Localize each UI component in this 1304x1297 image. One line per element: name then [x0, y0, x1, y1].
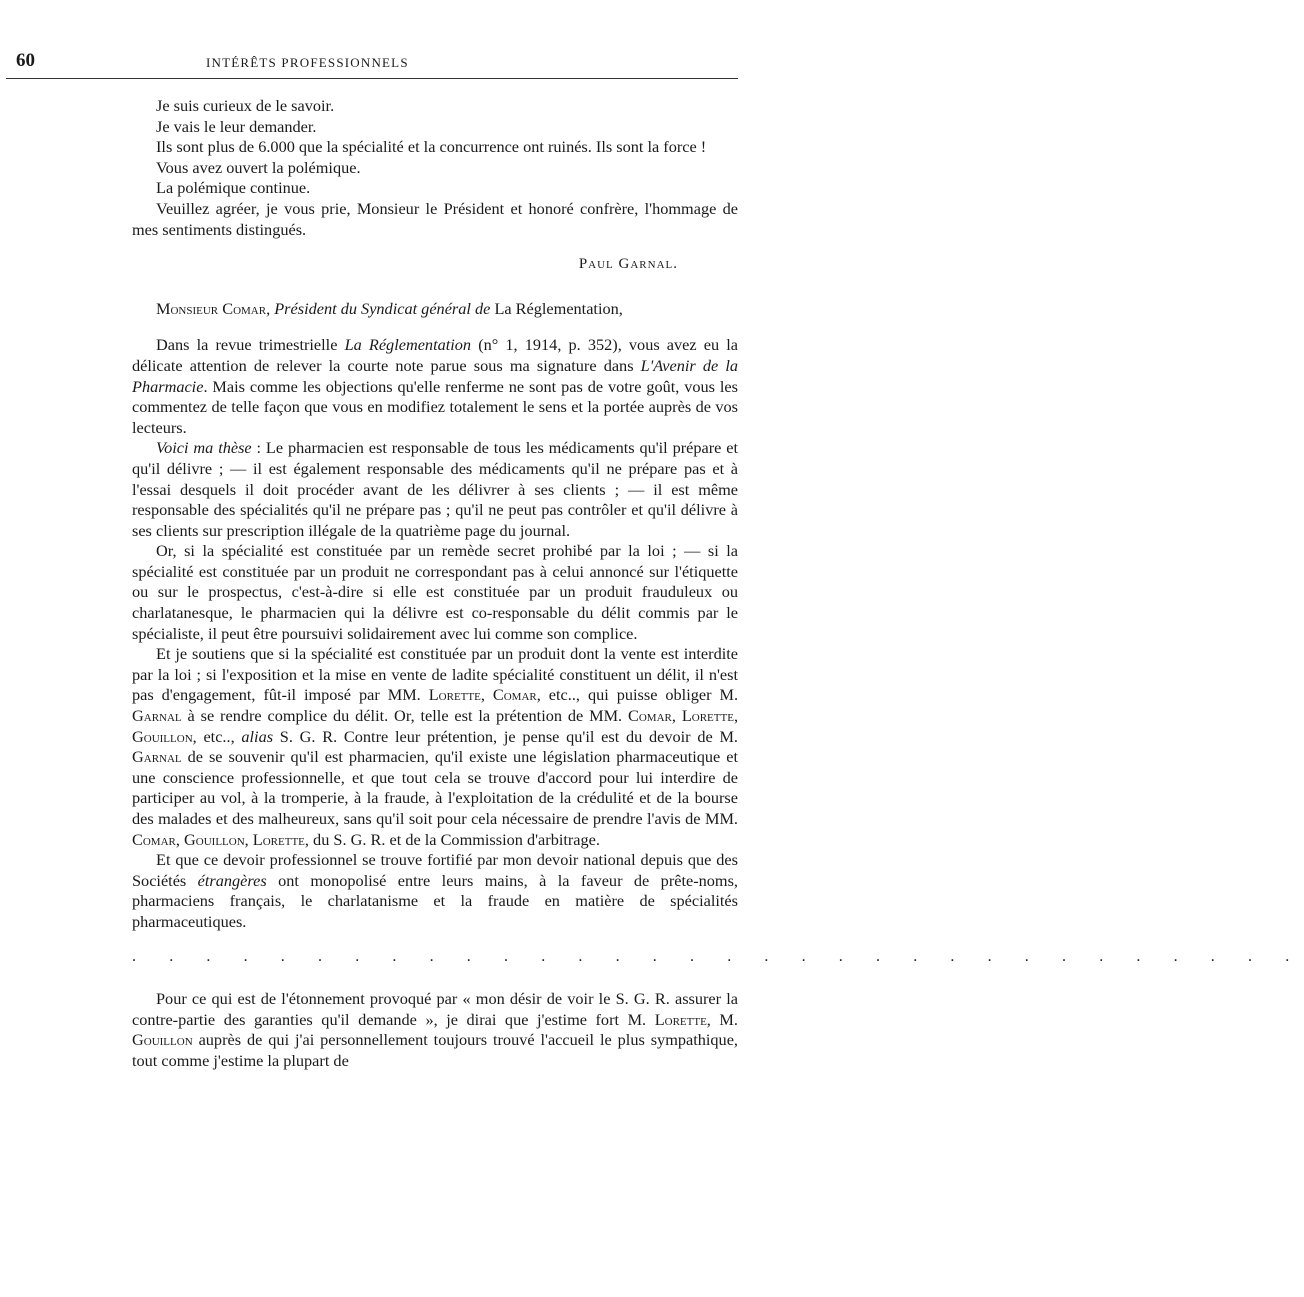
reply-paragraph	[132, 438, 738, 541]
person-name: Garnal	[132, 747, 182, 767]
reply-paragraph	[132, 850, 738, 932]
paragraph-text: ,	[671, 706, 682, 726]
letter-line: Vous avez ouvert la polémique.	[156, 157, 361, 177]
letter-closing: Veuillez agréer, je vous prie, Monsieur le Président et honoré confrère, l'hommage de mes sentiments distingués.	[132, 198, 738, 239]
person-name: Gouillon	[184, 829, 245, 849]
address-organisation: La Réglementation,	[494, 298, 623, 318]
running-header	[6, 44, 738, 79]
letter-line: Je vais le leur demander.	[156, 116, 317, 136]
italic-text: étrangères	[197, 870, 267, 890]
italic-text: alias	[241, 726, 274, 746]
person-name: Gouillon	[132, 1030, 193, 1050]
letter-signature: Paul Garnal.	[578, 256, 678, 273]
reply-address	[132, 299, 738, 320]
paragraph-text: (n° 1, 1914, p. 352), vous avez eu la délicate attention de relever la courte note parue sous ma signature dans	[132, 335, 738, 375]
paragraph-text: ,	[244, 829, 253, 849]
person-name: Lorette	[654, 1009, 707, 1029]
paragraph-text: ,	[480, 685, 493, 705]
paragraph-text: de se souvenir qu'il est pharmacien, qu'il existe une législation pharmaceutique et une conscience professionnelle, et que tout cela se trouve d'accord pour lui interdire de participer au vol, à la tromperie, à la fraude, à l'exploitation de la crédulité et de la bourse des malades et des malheureux, sans qu'il soit pour cela nécessaire de prendre l'avis de MM.	[132, 747, 738, 828]
paragraph-text: Pour ce qui est de l'étonnement provoqué par « mon désir de voir le S. G. R. assurer la contre-partie des garanties qu'il demande », je dirai que j'estime fort M.	[132, 989, 738, 1029]
reply-paragraph	[132, 335, 738, 438]
paragraph-text: ont monopolisé entre leurs mains, à la faveur de prête-noms, pharmaciens français, le charlatanisme et la fraude en matière de spécialités pharmaceutiques.	[132, 870, 738, 931]
body-text	[132, 96, 1304, 1072]
letter-line: La polémique continue.	[156, 178, 311, 198]
person-name: Comar	[492, 685, 537, 705]
letter-line: Ils sont plus de 6.000 que la spécialité et la concurrence ont ruinés. Ils sont la force !	[156, 137, 707, 157]
reply-paragraph	[132, 541, 738, 644]
running-title: INTÉRÊTS PROFESSIONNELS	[206, 55, 409, 70]
person-name: Comar	[628, 706, 672, 726]
paragraph-text: Et que ce devoir professionnel se trouve fortifié par mon devoir national depuis que des Sociétés	[132, 850, 738, 890]
paragraph-text: ,	[175, 829, 185, 849]
document-page	[16, 44, 1304, 1072]
person-name: Comar	[132, 829, 176, 849]
paragraph-text: auprès de qui j'ai personnellement toujours trouvé l'accueil le plus sympathique, tout comme j'estime la plupart de	[132, 1030, 738, 1070]
paragraph-text: Or, si la spécialité est constituée par un remède secret prohibé par la loi ; — si la spécialité est constituée par un produit ne correspondant pas à celui annoncé sur l'étiquette ou sur le prospectus, c'est-à-dire si elle est constituée par un produit frauduleux ou charlatanesque, le pharmacien qui la délivre est co-responsable du délit commis par le spécialiste, il peut être poursuivi solidairement avec lui comme son complice.	[132, 541, 738, 643]
italic-text: La Réglementation	[344, 335, 472, 355]
person-name: Gouillon	[132, 726, 193, 746]
paragraph-text: à se rendre complice du délit. Or, telle est la prétention de MM.	[181, 706, 628, 726]
paragraph-text: : Le pharmacien est responsable de tous les médicaments qu'il prépare et qu'il délivre ; — il est également responsable des médicaments qu'il ne prépare pas et à l'essai desquels il doit procéder avant de les délivrer à ses clients ; — il est même responsable des spécialités qu'il ne prépare pas ; qu'il ne peut pas contrôler et qu'il délivre à ses clients sur prescription illégale de la quatrième page du journal.	[132, 438, 738, 540]
reply-paragraphs	[132, 335, 738, 932]
person-name: Garnal	[132, 706, 182, 726]
person-name: Lorette	[252, 829, 305, 849]
letter-line: Je suis curieux de le savoir.	[156, 96, 335, 115]
address-recipient: Monsieur Comar,	[156, 298, 271, 318]
address-title: Président du Syndicat général de	[274, 298, 491, 318]
paragraph-text: Et je soutiens que si la spécialité est constituée par un produit dont la vente est interdite par la loi ; si l'exposition et la mise en vente de ladite spécialité constituent un délit, il n'est pas d'engagement, fût-il imposé par MM.	[132, 644, 738, 705]
person-name: Lorette	[681, 706, 734, 726]
paragraph-text: , etc.., qui puisse obliger M.	[536, 685, 739, 705]
paragraph-text: ,	[733, 706, 739, 726]
paragraph-text: , etc..,	[192, 726, 242, 746]
paragraph-text: , du S. G. R. et de la Commission d'arbitrage.	[304, 829, 600, 849]
paragraph-text: . Mais comme les objections qu'elle renferme ne sont pas de votre goût, vous les commentez de telle façon que vous en modifiez totalement le sens et la portée auprès de vos lecteurs.	[132, 376, 738, 437]
paragraph-text: Dans la revue trimestrielle	[156, 335, 345, 355]
page-number: 60	[16, 50, 35, 71]
reply-paragraph	[132, 644, 738, 850]
paragraph-text: S. G. R. Contre leur prétention, je pense qu'il est du devoir de M.	[273, 726, 738, 746]
italic-text: Voici ma thèse	[156, 438, 252, 458]
person-name: Lorette	[428, 685, 481, 705]
paragraph-text: , M.	[706, 1009, 738, 1029]
final-paragraph	[132, 989, 738, 1071]
italic-text: L'Avenir de la Pharmacie	[132, 355, 738, 396]
ellipsis-separator: . . . . . . . . . . . . . . . . . . . . . . . . . . . . . . . .	[132, 947, 1304, 965]
